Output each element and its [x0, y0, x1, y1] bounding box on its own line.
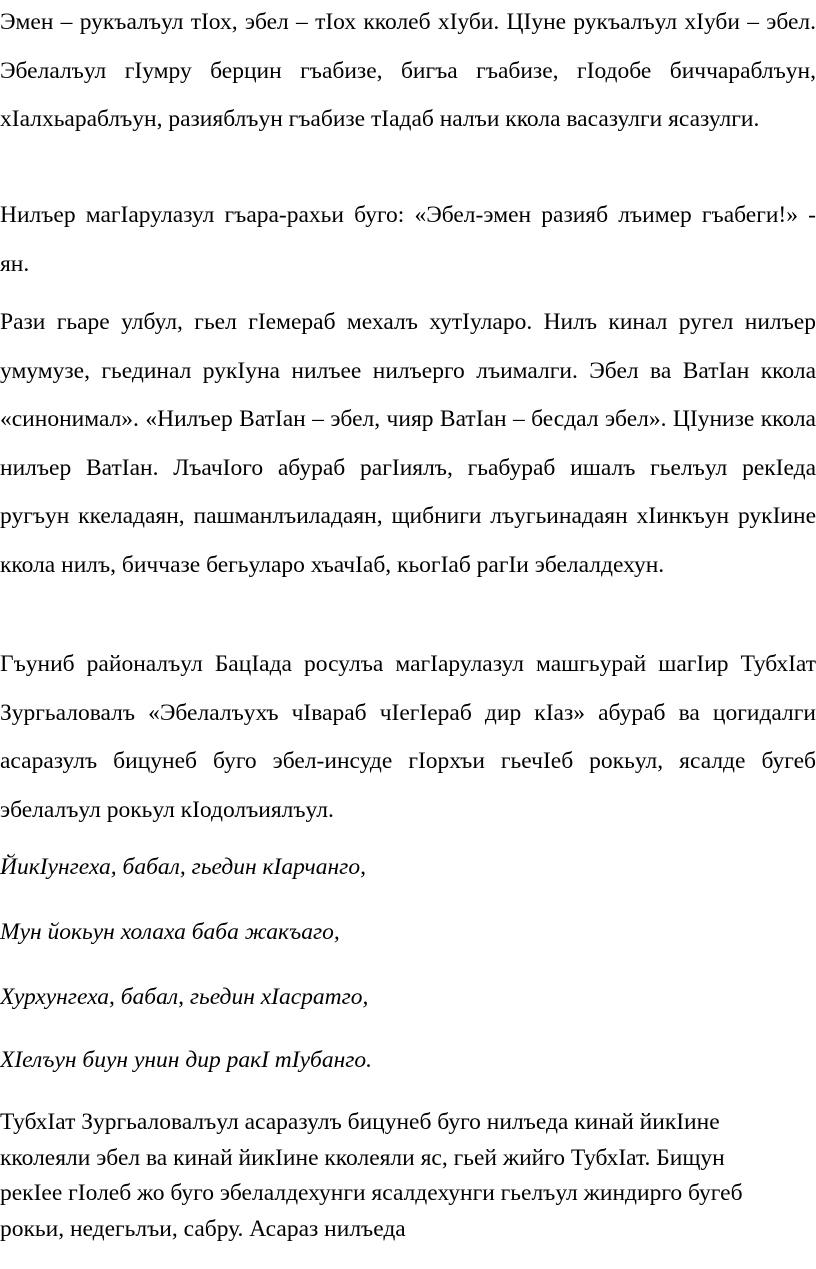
paragraph-3: Рази гьаре улбул, гьел гIемераб мехалъ хутIуларо. Нилъ кинал ругел нилъер умумузе, гьединал рукIуна нилъее нилъерго лъималги. Эбел ва ВатIан ккола «синонимал». «Нилъер ВатIан – эбел, чияр ВатIан – бесдал эбел». ЦIунизе ккола нилъер ВатIан. ЛъачIого абураб рагIиялъ, гьабураб ишалъ гьелъул рекIеда ругъун ккеладаян, пашманлъиладаян, щибниги лъугьинадаян хIинкъун рукIине ккола нилъ, биччазе бегьуларо хъачIаб, кьогIаб рагIи эбелалдехун. [0, 309, 816, 578]
verse-line-2: Мун йокьун холаха баба жакъаго, [0, 919, 340, 945]
verse-line-4: ХIелъун биун унин дир ракI тIубанго. [0, 1047, 373, 1073]
paragraph-4: Гъуниб районалъул БацIада росулъа магIарулазул машгьурай шагIир ТубхIат Зургьаловалъ «Эбелалъухъ чIвараб чIегIераб дир кIаз» абураб ва цогидалги асаразулъ бицунеб буго эбел-инсуде гIорхъи гьечIеб рокьул, ясалде бугеб эбелалъул рокьул кIодолъиялъул. [0, 651, 816, 823]
closing-paragraph: ТубхIат Зургьаловалъул асаразулъ бицунеб буго нилъеда кинай йикIине кколеяли эбел ва кинай йикIине кколеяли яс, гьей жийго ТубхIат. Бищун рекIее гIолеб жо буго эбелалдехунги ясалдехунги гьелъул жиндирго бугеб рокьи, недегьлъи, сабру. Асараз нилъеда [0, 1109, 743, 1242]
verse-line-3: Хурхунгеха, бабал, гьедин хIасратго, [0, 984, 369, 1010]
paragraph-2: Нилъер магIарулазул гъара-рахьи буго: «Эбел-эмен разияб лъимер гъабеги!» - ян. [0, 202, 816, 277]
verse-line-1: ЙикIунгеха, бабал, гьедин кIарчанго, [0, 854, 366, 880]
paragraph-1: Эмен – рукъалъул тIох, эбел – тIох кколеб хIуби. ЦIуне рукъалъул хIуби – эбел. Эбелалъул гIумру берцин гъабизе, бигъа гъабизе, гIодобе биччараблъун, хIалхьараблъун, разияблъун гъабизе тIадаб налъи ккола васазулги ясазулги. [0, 9, 816, 132]
